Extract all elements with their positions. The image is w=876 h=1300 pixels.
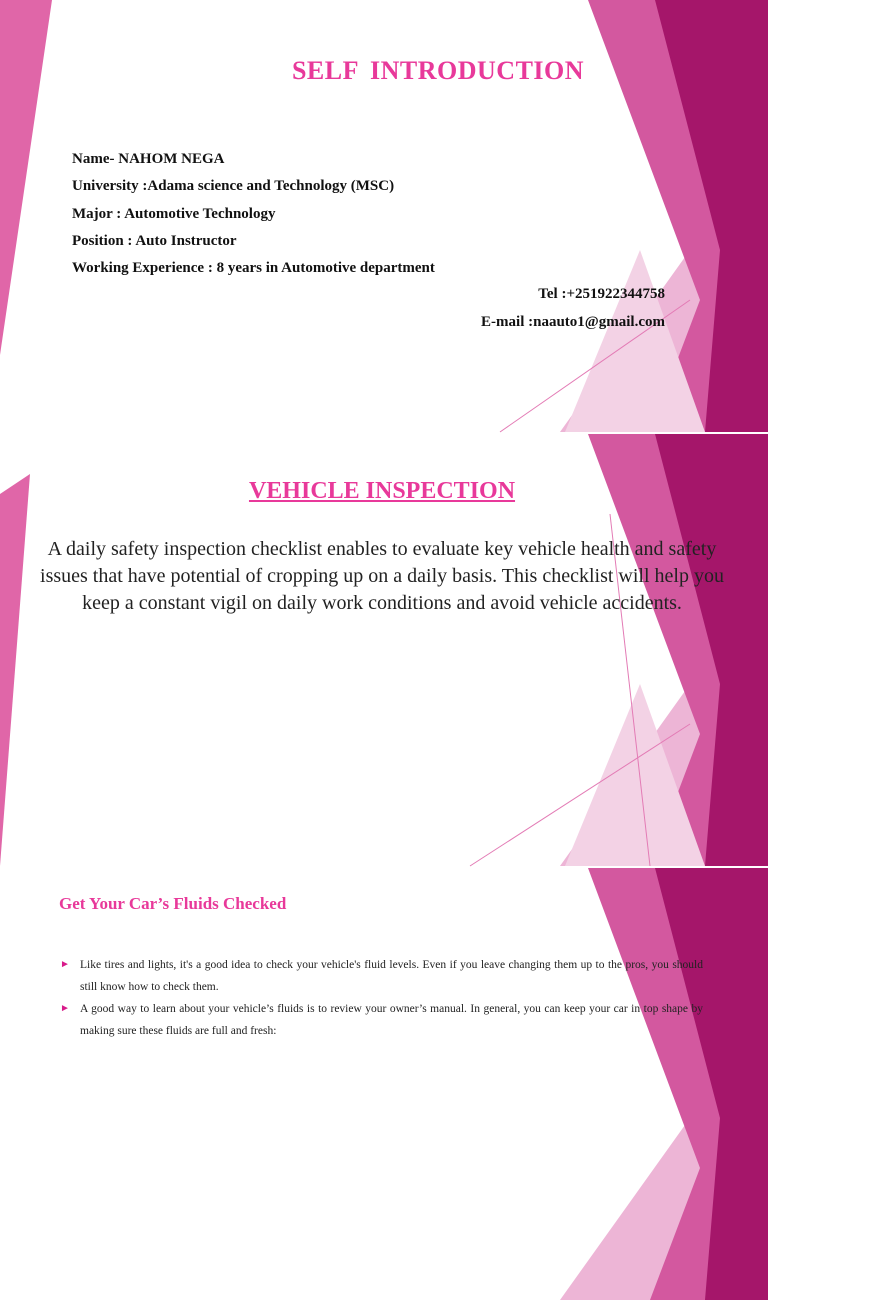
intro-university: University :Adama science and Technology (MSC) bbox=[72, 178, 395, 195]
slide-self-introduction bbox=[0, 0, 768, 432]
list-item-text: Like tires and lights, it's a good idea to check your vehicle's fluid levels. Even if you leave changing them up to the pros, you should still know how to check them. bbox=[80, 959, 703, 993]
triangle-bullet-icon: ► bbox=[60, 1003, 70, 1014]
triangle-bullet-icon: ► bbox=[60, 959, 70, 970]
slide-decoration bbox=[0, 868, 768, 1300]
contact-email: E-mail :naauto1@gmail.com bbox=[481, 314, 665, 330]
contact-tel: Tel :+251922344758 bbox=[538, 286, 665, 302]
slide-vehicle-inspection bbox=[0, 434, 768, 866]
left-strip-shape bbox=[0, 0, 52, 355]
intro-details bbox=[72, 150, 632, 286]
section-title: Get Your Car’s Fluids Checked bbox=[59, 894, 287, 913]
left-strip-shape bbox=[0, 474, 30, 866]
list-item-text: A good way to learn about your vehicle’s fluids is to review your owner’s manual. In general, you can keep your car in top shape by making sure these fluids are full and fresh: bbox=[80, 1003, 703, 1037]
intro-position: Position : Auto Instructor bbox=[72, 232, 237, 249]
page-title: SELF INTRODUCTION bbox=[291, 56, 585, 85]
list-item bbox=[60, 998, 703, 1042]
slide-fluids bbox=[0, 868, 768, 1037]
intro-major: Major : Automotive Technology bbox=[72, 205, 276, 222]
intro-name: Name- NAHOM NEGA bbox=[72, 151, 225, 167]
fluids-bullet-list bbox=[60, 954, 703, 1042]
inspection-paragraph: A daily safety inspection checklist enables to evaluate key vehicle health and safety issues that have potential of cropping up on a daily basis. This checklist will help you keep a constant vigil on daily work conditions and avoid vehicle accidents. bbox=[40, 538, 724, 614]
intro-experience: Working Experience : 8 years in Automotive department bbox=[72, 260, 435, 277]
list-item bbox=[60, 954, 703, 998]
section-title: VEHICLE INSPECTION bbox=[248, 478, 516, 504]
